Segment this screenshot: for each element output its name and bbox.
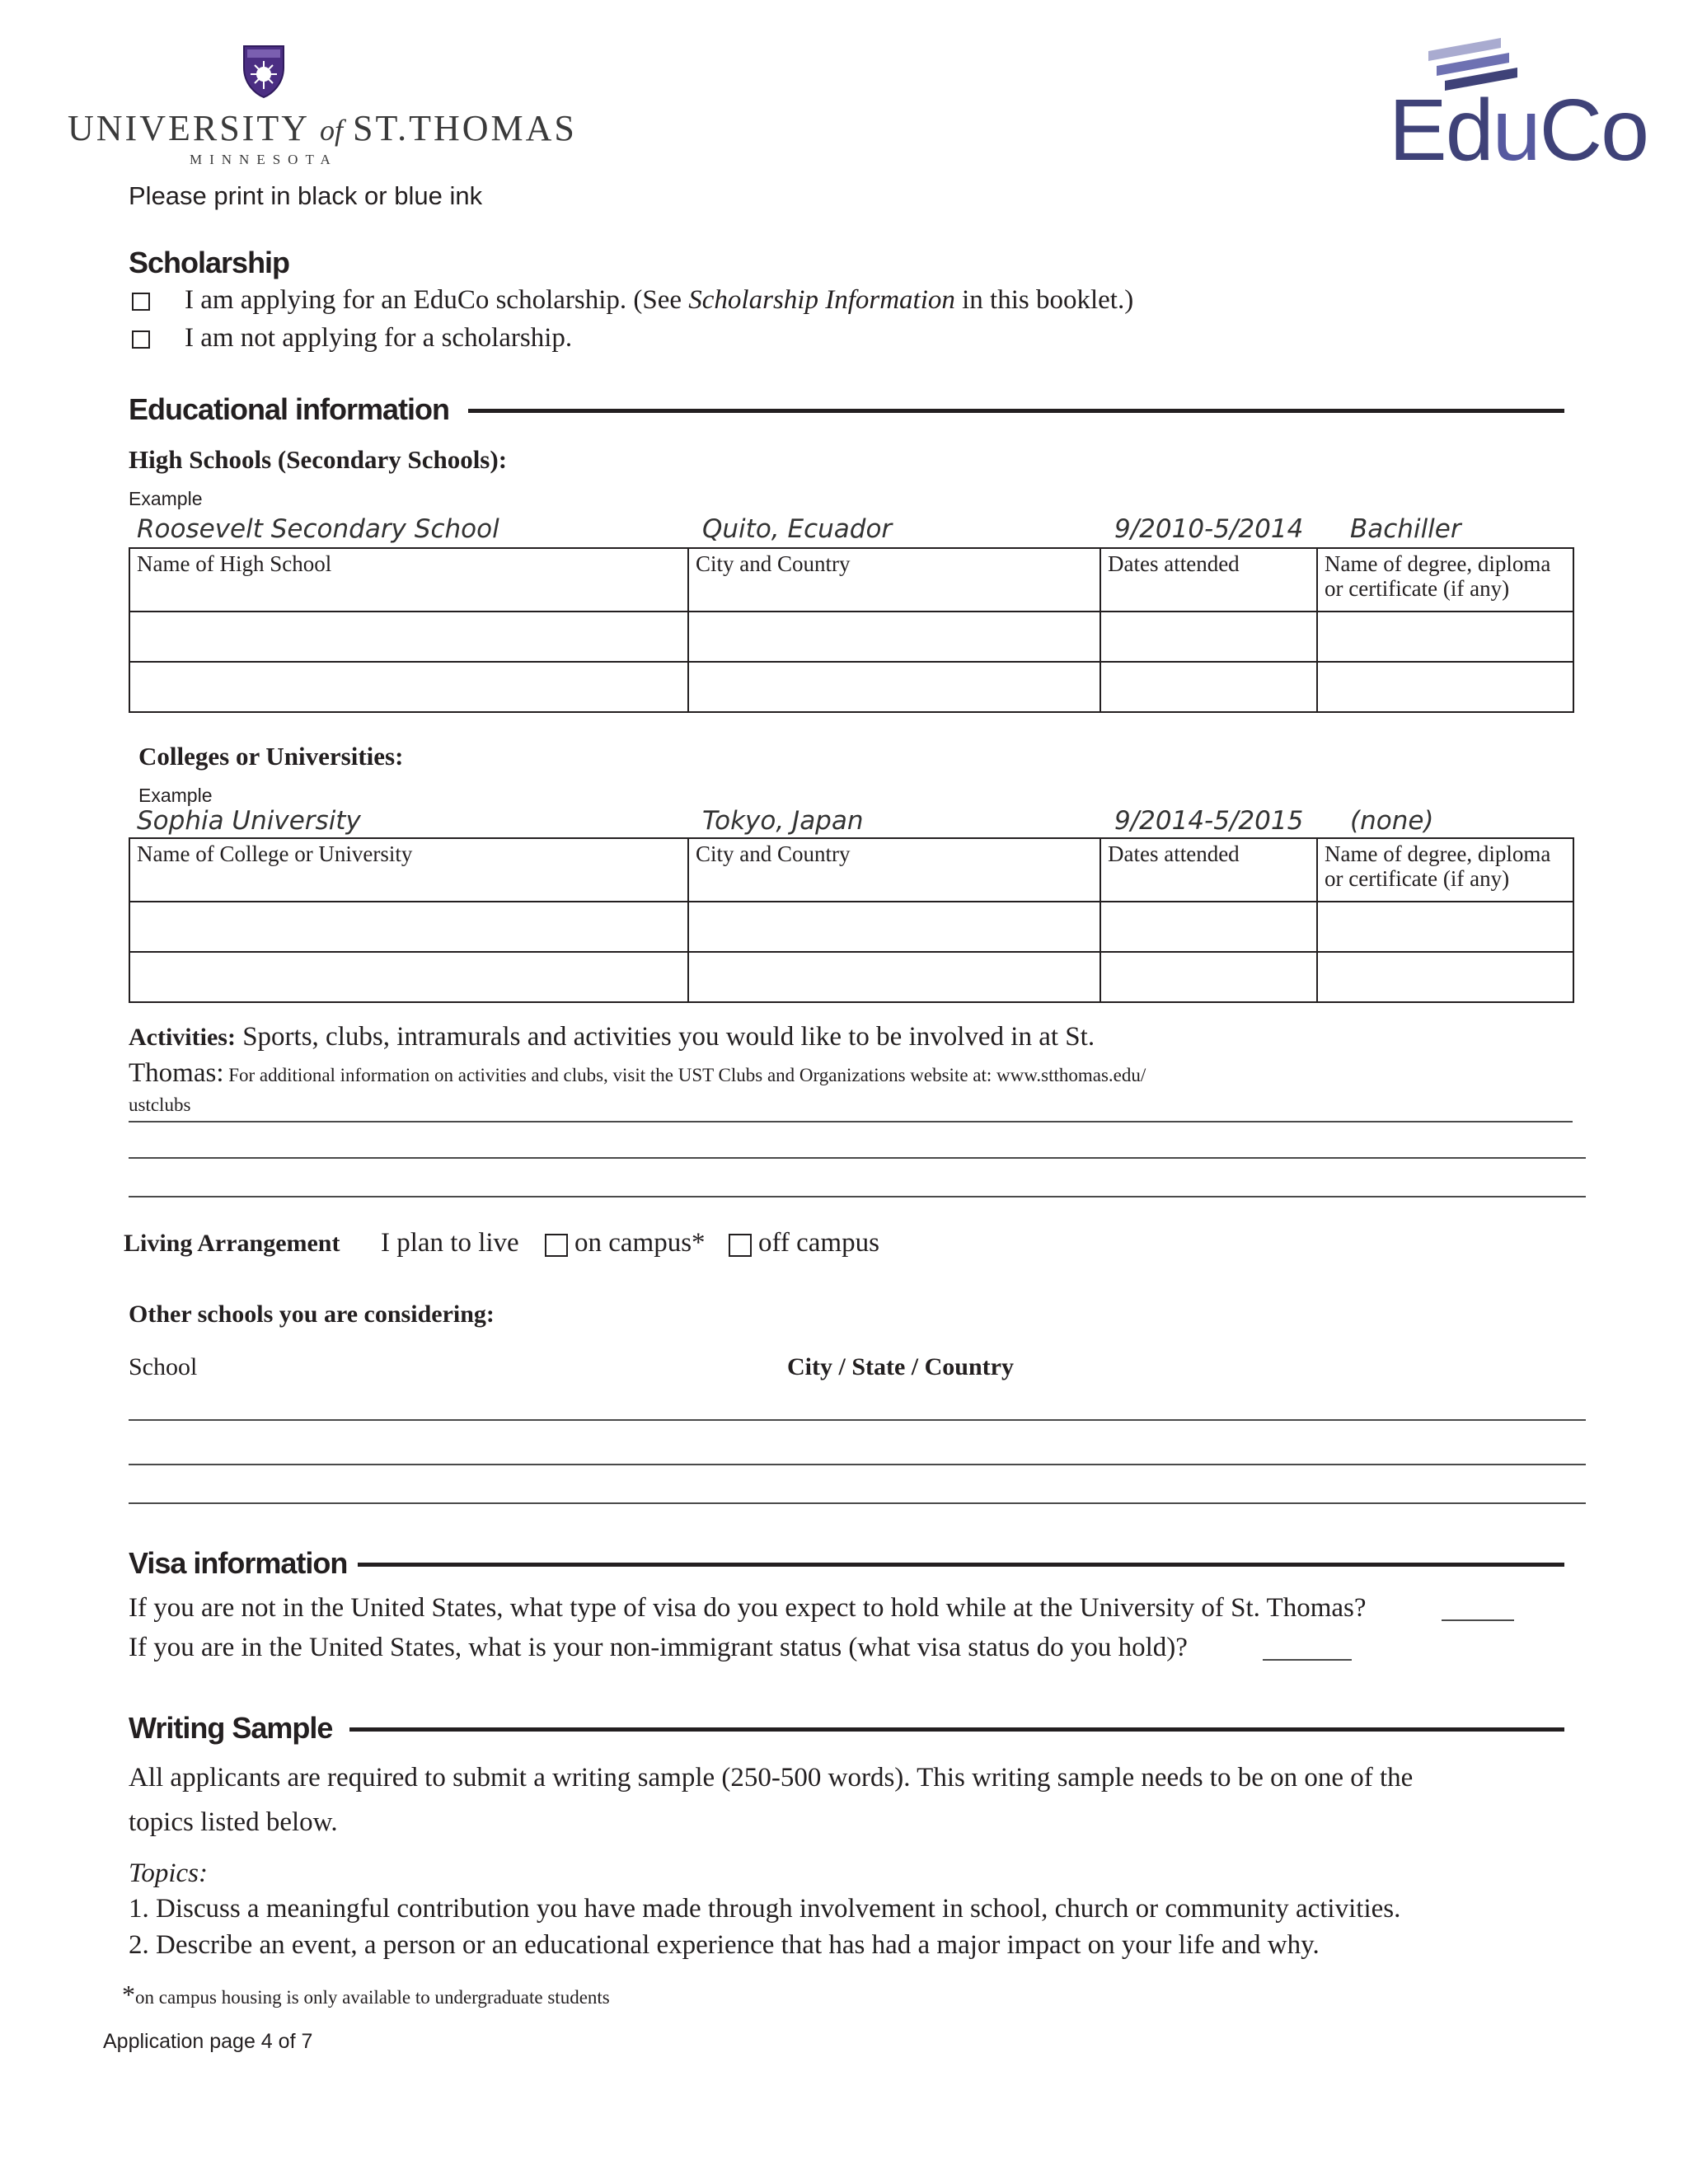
activities-line1 (129, 1022, 1095, 1052)
writing-heading-rule (349, 1727, 1564, 1732)
visa-heading-rule (358, 1563, 1564, 1567)
table-row (129, 902, 1573, 952)
activities-info-text: For additional information on activities and clubs, visit the UST Clubs and Organizations website at: www.stthomas.edu/ (223, 1065, 1146, 1085)
other-schools-line-2[interactable] (129, 1464, 1586, 1465)
ust-logo (68, 43, 577, 171)
scholarship-heading: Scholarship (129, 246, 290, 279)
col-example-name: Sophia University (137, 806, 361, 836)
hs-col-name-header: Name of High School (129, 548, 688, 612)
visa-question-2: If you are in the United States, what is your non-immigrant status (what visa status do you hold)? (129, 1633, 1188, 1662)
scholarship-apply-label (185, 285, 1133, 316)
page-number: Application page 4 of 7 (103, 2030, 313, 2053)
writing-intro-line2: topics listed below. (129, 1807, 338, 1837)
hs-example-degree: Bachiller (1350, 514, 1461, 544)
other-schools-col-school: School (129, 1353, 198, 1380)
colleges-table (129, 837, 1574, 1003)
ust-wordmark (68, 107, 577, 149)
footnote (122, 1980, 610, 2010)
writing-topics-label: Topics: (129, 1858, 208, 1888)
ust-of-text: of (319, 114, 343, 147)
col-row2-degree-cell[interactable] (1317, 952, 1573, 1002)
hs-row1-degree-cell[interactable] (1317, 612, 1573, 662)
hs-col-dates-header: Dates attended (1100, 548, 1317, 612)
high-schools-label: High Schools (Secondary Schools): (129, 445, 508, 474)
hs-example-dates: 9/2010-5/2014 (1114, 514, 1304, 544)
visa-heading: Visa information (129, 1546, 348, 1580)
hs-row1-dates-cell[interactable] (1100, 612, 1317, 662)
high-schools-example-label: Example (129, 488, 203, 509)
col-col-city-header: City and Country (688, 838, 1100, 902)
ust-st-thomas-text: ST.THOMAS (353, 108, 577, 148)
scholarship-apply-text-pre: I am applying for an EduCo scholarship. (See (185, 285, 689, 315)
table-row (129, 662, 1573, 712)
ust-state-text: MINNESOTA (190, 152, 338, 167)
table-row (129, 612, 1573, 662)
hs-row1-city-cell[interactable] (688, 612, 1100, 662)
hs-row2-degree-cell[interactable] (1317, 662, 1573, 712)
other-schools-line-3[interactable] (129, 1502, 1586, 1504)
activities-line-1[interactable] (129, 1121, 1573, 1122)
hs-row2-city-cell[interactable] (688, 662, 1100, 712)
living-on-campus-label: on campus* (574, 1228, 706, 1258)
col-row2-name-cell[interactable] (129, 952, 688, 1002)
hs-col-city-header: City and Country (688, 548, 1100, 612)
other-schools-line-1[interactable] (129, 1419, 1586, 1421)
high-schools-table (129, 547, 1574, 713)
col-col-name-header: Name of College or University (129, 838, 688, 902)
living-label: Living Arrangement (124, 1230, 340, 1257)
print-instruction: Please print in black or blue ink (129, 181, 483, 210)
writing-topic-2: 2. Describe an event, a person or an educational experience that has had a major impact on your life and why. (129, 1930, 1320, 1960)
living-on-campus-checkbox[interactable] (545, 1234, 568, 1257)
col-col-degree-header: Name of degree, diploma or certificate (if any) (1317, 838, 1573, 902)
table-row (129, 952, 1573, 1002)
table-row (129, 548, 1573, 612)
visa-answer-1-line[interactable] (1442, 1619, 1514, 1621)
educational-heading-rule (468, 409, 1564, 413)
educo-text-u: u (1492, 82, 1540, 179)
living-off-campus-checkbox[interactable] (729, 1234, 752, 1257)
visa-question-1: If you are not in the United States, what type of visa do you expect to hold while at the University of St. Thomas? (129, 1593, 1367, 1623)
col-row1-dates-cell[interactable] (1100, 902, 1317, 952)
scholarship-not-apply-checkbox[interactable] (132, 330, 150, 349)
col-row2-dates-cell[interactable] (1100, 952, 1317, 1002)
scholarship-apply-text-post: in this booklet.) (954, 285, 1134, 315)
col-row1-degree-cell[interactable] (1317, 902, 1573, 952)
activities-line2 (129, 1058, 1146, 1089)
ust-shield-icon (241, 43, 287, 99)
table-row (129, 838, 1573, 902)
activities-line-3[interactable] (129, 1196, 1586, 1197)
educational-heading: Educational information (129, 392, 450, 426)
activities-line-2[interactable] (129, 1157, 1586, 1159)
visa-answer-2-line[interactable] (1263, 1659, 1352, 1661)
colleges-example-label: Example (138, 785, 213, 806)
ust-university-text: UNIVERSITY (68, 108, 310, 148)
other-schools-col-location: City / State / Country (787, 1353, 1014, 1380)
activities-thomas-text: Thomas: (129, 1058, 224, 1088)
colleges-label: Colleges or Universities: (138, 742, 404, 771)
writing-heading: Writing Sample (129, 1711, 333, 1745)
col-row2-city-cell[interactable] (688, 952, 1100, 1002)
hs-example-city: Quito, Ecuador (702, 514, 893, 544)
col-example-dates: 9/2014-5/2015 (1114, 806, 1304, 836)
col-col-dates-header: Dates attended (1100, 838, 1317, 902)
writing-intro-line1: All applicants are required to submit a writing sample (250-500 words). This writing sample needs to be on one of the (129, 1763, 1414, 1793)
hs-row2-dates-cell[interactable] (1100, 662, 1317, 712)
hs-row1-name-cell[interactable] (129, 612, 688, 662)
hs-row2-name-cell[interactable] (129, 662, 688, 712)
scholarship-apply-text-em: Scholarship Information (688, 285, 955, 315)
writing-topic-1: 1. Discuss a meaningful contribution you have made through involvement in school, church or community activities. (129, 1894, 1401, 1924)
footnote-asterisk: * (122, 1980, 135, 2009)
activities-text: Sports, clubs, intramurals and activities you would like to be involved in at St. (235, 1022, 1095, 1052)
col-row1-city-cell[interactable] (688, 902, 1100, 952)
hs-example-name: Roosevelt Secondary School (137, 514, 499, 544)
educo-logo (1389, 33, 1648, 179)
living-prompt: I plan to live (381, 1228, 519, 1258)
educo-text-co: Co (1539, 82, 1648, 179)
scholarship-apply-checkbox[interactable] (132, 293, 150, 311)
other-schools-label: Other schools you are considering: (129, 1301, 495, 1328)
col-example-city: Tokyo, Japan (702, 806, 864, 836)
activities-line3: ustclubs (129, 1094, 191, 1115)
col-example-degree: (none) (1350, 806, 1434, 836)
hs-col-degree-header: Name of degree, diploma or certificate (if any) (1317, 548, 1573, 612)
footnote-text: on campus housing is only available to undergraduate students (135, 1987, 610, 2008)
col-row1-name-cell[interactable] (129, 902, 688, 952)
educo-text-ed: Ed (1389, 82, 1493, 179)
activities-label: Activities: (129, 1024, 236, 1051)
scholarship-not-apply-label: I am not applying for a scholarship. (185, 323, 573, 353)
living-off-campus-label: off campus (758, 1228, 879, 1258)
